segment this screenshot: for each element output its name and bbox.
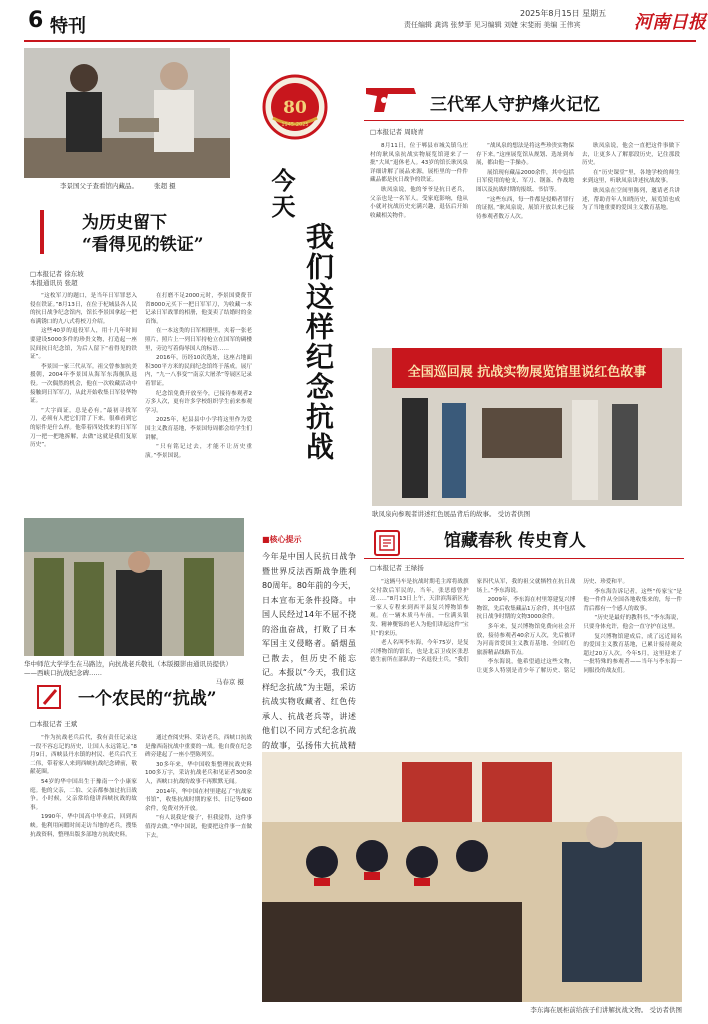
body-paragraph: “这辆马车是抗战时期毛主席将战旗交付敌后军民的，当年，张思德曾护送……”8月13日上午，天津滨海新区光一家人专程来到西平县复兴博物馆参观。在一辆木质马车前，一位满头银发、精神矍铄的老人为他们讲起这件“宝贝”的来历。 xyxy=(370,579,469,637)
editor-credits: 责任编辑 龚鸿 张梦菲 见习编辑 刘婕 宋斐雨 美编 王伟宾 xyxy=(404,21,581,29)
people-photo-icon xyxy=(24,48,230,178)
article2-byline: □本报记者 周晓青 xyxy=(370,128,424,136)
body-paragraph: “有人说我是‘傻子’，但我觉得，这件事值得去做。”华中国说，他要把这件事一直做下去。 xyxy=(145,815,252,839)
exhibition-photo-icon xyxy=(372,348,682,506)
article2-title: 三代军人守护烽火记忆 xyxy=(430,95,600,115)
article4-title: 馆藏春秋 传史育人 xyxy=(444,531,586,551)
emblem-years: 1945-2025 xyxy=(281,122,309,128)
article4-photo-caption: 李东海在展柜前给孩子们讲解抗战文物。 受访者供图 xyxy=(530,1006,682,1014)
body-paragraph: “这枚军刀的题口，是当年日军罪恶入侵在铁证。”8月13日，在位于杞城县各人民的抗日战争纪念馆内，馆长李景国拿起一把布满锈口的九八式将校刀介绍。 xyxy=(30,293,137,325)
anniversary-emblem xyxy=(262,74,328,140)
body-paragraph: 复兴博物馆建成后，成了远近闻名的爱国主义教育基地，已累计接待观众超过20万人次。今年5月，这里迎来了一批特殊的参观者——当年与李东海一同服役的战友们。 xyxy=(583,633,682,674)
newspaper-logo: 河南日报 xyxy=(634,12,706,33)
body-paragraph: 8月11日，位于郸县市城关镇乌庄村的耿凤泉抗战实物展览馆迎来了一批“大凤”退休老人。43岁的馆长耿凤泉详细讲解了展品来源，展柜里的一件件藏品都是抗日战争的铁证。 xyxy=(370,143,468,184)
pistol-graphic xyxy=(364,84,418,114)
body-paragraph: 在一本这类的日军相册里，夹着一张老照片，照片上一列日军持枪立在国军的碉楼里，旁边写着侮辱国人的标语…… xyxy=(145,328,252,352)
body-paragraph: 耿凤泉说，他会一直把这件事做下去，让更多人了解那段历史，记住那段历史。 xyxy=(582,143,680,167)
article1-title xyxy=(82,212,242,256)
body-paragraph: 耿凤泉说，他的爷爷是抗日老兵，父亲也是一名军人。受家庭影响，他从小就对抗战历史充满兴趣，退伍后开始收藏相关物件。 xyxy=(370,186,468,219)
article2-rule xyxy=(364,120,684,121)
caption-author: 马春京 摄 xyxy=(215,678,244,686)
article3-byline: □本报记者 王斌 xyxy=(30,720,78,728)
soldiers-photo-icon xyxy=(24,518,244,656)
body-paragraph: 展馆现有藏品2000余件，其中包括日军使用的枪支、军刀、钢盔、作战地图以及抗战时期的报纸、书信等。 xyxy=(476,169,574,193)
header-divider xyxy=(24,40,696,42)
anniversary-emblem-icon xyxy=(262,74,328,140)
page-header xyxy=(0,0,708,44)
pen-icon xyxy=(36,684,64,712)
caption-text: 李景国父子查看馆内藏品。 xyxy=(60,182,138,190)
emblem-number: 80 xyxy=(283,98,307,118)
body-paragraph: 2014年，华中国在村里建起了“抗战家书馆”，收集抗战时期的家书、日记等600余件，免费对外开放。 xyxy=(145,788,252,812)
issue-date: 2025年8月15日 星期五 xyxy=(520,9,607,18)
museum-visit-photo-icon xyxy=(262,752,682,1002)
exhibition-banner-text: 全国巡回展 抗战实物展览馆里说红色故事 xyxy=(407,365,647,380)
article1-photo xyxy=(24,48,230,178)
article4-icon-box xyxy=(374,530,400,556)
body-paragraph: 54岁的华中国出生于豫南一个小康家庭。他的父亲，二伯、父亲都参加过抗日战争。小时候，父亲常给他讲西峡抗战的故事。 xyxy=(30,778,137,811)
body-paragraph: “战凤泉的想法是将这些珍贵实物保存下来。”这座展览馆从规划、选址到布展，都由他一手操办。 xyxy=(476,143,574,167)
article3-icon xyxy=(36,684,64,712)
main-title-part2: 我们这样纪念抗战 xyxy=(302,222,335,462)
body-paragraph: 30多年来，华中国收集整理抗战史料100多万字，采访抗战老兵和见证者300余人，西峡口抗战的故事不再默默无闻。 xyxy=(145,761,252,785)
body-paragraph: 2009年，李东海在村里筹建复兴博物馆，先后收集藏品1万余件，其中包括抗日战争时期的文物3000余件。 xyxy=(476,597,576,621)
body-paragraph: 1990年，华中国高中毕业后，回到西峡。他利用闲暇时间走访当地的老兵，搜集抗战资料，整理出版多部地方抗战史料。 xyxy=(30,814,137,838)
body-paragraph: 多年来，复兴博物馆免费向社会开放，接待参观者40余万人次，先后被评为河南省爱国主义教育基地、全国红色旅游精品线路节点。 xyxy=(476,623,576,656)
body-paragraph: 这些40岁的退役军人，用十几年时间要建设5000多件的珍贵文物，打造起一座民间抗日纪念馆，为后人留下“看得见的铁证”。 xyxy=(30,328,137,361)
main-title-part1: 今天 xyxy=(267,168,296,220)
caption-author: 张超 摄 xyxy=(154,182,176,190)
body-paragraph: “只有铭记过去，才能不让历史重演。”李景国说。 xyxy=(145,444,252,459)
article2-body xyxy=(370,142,680,340)
article1-accent-bar xyxy=(40,210,44,254)
pistol-icon xyxy=(364,84,418,114)
body-paragraph: 耿凤泉在空间里陈列，邀请老兵讲述，帮助青年人知晓历史，展览馆也成为了当地重要的爱国主义教育基地。 xyxy=(582,187,680,212)
article3-title: 一个农民的“抗战” xyxy=(78,689,217,709)
body-paragraph: 老人名叫李东海，今年75岁，是复兴博物馆的馆长，也是北京卫戍区张思德生前所在部队的一名退役士兵。“我们家四代从军，我的祖父就牺牲在抗日战场上。”李东海说。 xyxy=(370,579,576,664)
article3-photo xyxy=(24,518,244,656)
article3-photo-caption xyxy=(24,660,244,687)
keypoint-label: ■核心提示 xyxy=(262,535,302,544)
body-paragraph: 通过查阅史料、采访老兵，西峡口抗战是豫西南抗战中重要的一战。他自费在纪念碑旁建起了一座小型陈列室。 xyxy=(145,735,252,759)
body-paragraph: 李东海说，他希望通过这些文物，让更多人特别是青少年了解历史、铭记历史、珍爱和平。 xyxy=(476,579,629,674)
body-paragraph: “作为抗战老兵后代，我有责任记录这一段不容忘记的历史，让国人永远铭记。”8月9日，西峡县丹水镇的村民、老兵后代王二伟，带着家人来到西峡抗战纪念碑前，敬献花圈。 xyxy=(30,735,137,776)
body-paragraph: 纪念馆免费开放至今，已接待参观者2万多人次，更有许多学校组织学生前来参观学习。 xyxy=(145,390,252,414)
body-paragraph: 在打磨不足2000元时，李景国费费节省8000元买下一把日军军刀，为收藏一本记录日军战罪的相册，他变卖了结婚时的金首饰。 xyxy=(145,293,252,325)
article2-photo xyxy=(372,348,682,506)
article1-title-line1: 为历史留下 xyxy=(82,213,167,233)
body-paragraph: “这些东西，每一件都是侵略者罪行的证据。”耿凤泉说，展馆开放以来已接待参观者数万人次。 xyxy=(476,196,574,220)
article1-byline: □本报记者 徐东坡 本报通讯员 张超 xyxy=(30,270,84,287)
body-paragraph: 2025年，杞县县中小学将这里作为爱国主义教育基地，李景国每周都会给学生们讲解。 xyxy=(145,417,252,441)
article1-title-line2: “看得见的铁证” xyxy=(82,235,204,255)
article4-photo xyxy=(262,752,682,1002)
article3-body xyxy=(30,734,252,1002)
body-paragraph: “大字面证，总是必有。”最初寻找军刀，必须有人把它们背了下来。很难看到它的原件是什么样。他带着四处找来的日军军刀一把一把地拆解，去做“这就是我们复原历史”。 xyxy=(30,407,137,449)
body-paragraph: 李东海告诉记者，这些“传家宝”是他一件件从全国各地收集来的，每一件背后都有一个感人的故事。 xyxy=(583,588,682,612)
body-paragraph: “历史是最好的教科书。”李东海说，只要身体允许，他会一直守护在这里。 xyxy=(583,615,682,630)
caption-text: 华中师范大学学生在马路边，向抗战老兵敬礼（本版摄影由通讯员提供）——西峡口抗战纪念碑…… xyxy=(24,660,232,677)
body-paragraph: 李景国一家三代从军。祖父曾参加抗美援朝，2004年李景国从海军东海舰队退役。一次偶然的机会，他在一次收藏活动中接触到日军军刀，从此开始收集日军侵华物证。 xyxy=(30,363,137,405)
article1-photo-caption xyxy=(60,182,220,191)
page-section-title: 特刊 xyxy=(50,16,86,37)
newspaper-icon xyxy=(376,532,398,554)
body-paragraph: 2016年，历经10次选址，这座占地面积300平方米的民间纪念馆终于落成。展厅内，“九一八事变”“南京大屠杀”等展区记录着罪证。 xyxy=(145,355,252,387)
body-paragraph: 在“历史课堂”里，各地学校的师生来到这里，听耿凤泉讲述抗战故事。 xyxy=(582,169,680,185)
article2-photo-caption: 耿凤泉向参观者讲述红色展品背后的故事。 受访者供图 xyxy=(372,510,531,518)
article4-rule xyxy=(364,558,684,559)
page-number: 6 xyxy=(28,8,44,33)
keypoint-text: 今年是中国人民抗日战争暨世界反法西斯战争胜利80周年。80年前的今天，日本宣布无条件投降。中国人民经过14年不屈不挠的浴血奋战，打败了日本军国主义侵略者。硝烟虽已散去，但历史不能忘记。本报以“今天，我们这样纪念抗战”为主题，采访抗战实物收藏者、红色传承人、抗战老兵等，讲述他们以不同方式纪念抗战的故事，弘扬伟大抗战精 xyxy=(262,552,356,750)
article4-body xyxy=(370,578,682,746)
article4-byline: □本报记者 王绿扬 xyxy=(370,564,424,572)
